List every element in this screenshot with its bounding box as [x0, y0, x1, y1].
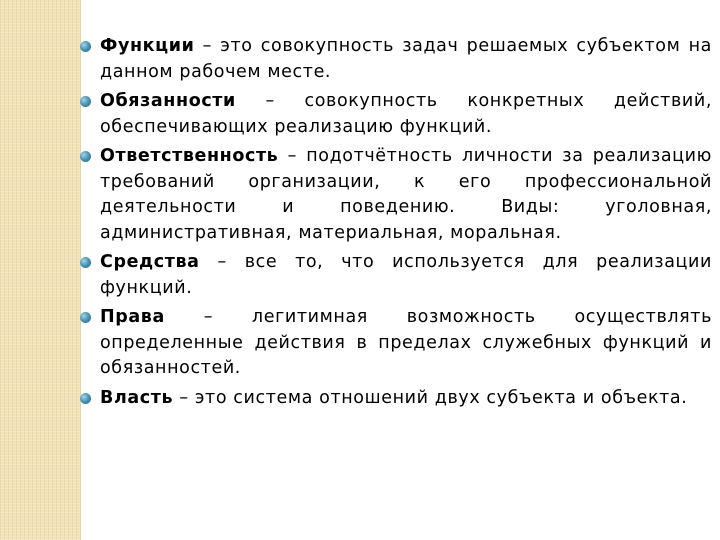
definition-text: – все то, что используется для реализации функций. [100, 252, 712, 298]
definition-item-functions [80, 34, 712, 85]
bullet-icon [80, 41, 91, 52]
term-label: Функции [100, 36, 195, 56]
definition-text: – легитимная возможность осуществлять определенные действия в пределах служебных функций и обязанностей. [100, 307, 712, 378]
bullet-icon [80, 257, 91, 268]
bullet-icon [80, 151, 91, 162]
term-label: Власть [100, 387, 174, 408]
bullet-icon [80, 96, 91, 107]
definition-item-responsibility [80, 144, 712, 246]
definition-text: – это система отношений двух субъекта и объекта. [173, 387, 688, 408]
term-label: Ответственность [100, 146, 279, 166]
definition-text: – подотчётность личности за реализацию требований организации, к его профессиональной деятельности и поведению. Виды: уголовная, административная, материальная, моральная. [100, 146, 712, 243]
definition-text: – это совокупность задач решаемых субъектом на данном рабочем месте. [100, 36, 712, 82]
definition-item-means [80, 250, 712, 301]
term-label: Средства [100, 252, 200, 272]
definition-item-duties [80, 89, 712, 140]
definition-text: – совокупность конкретных действий, обеспечивающих реализацию функций. [100, 91, 712, 137]
definition-list [80, 34, 712, 415]
definition-item-rights [80, 305, 712, 382]
term-label: Обязанности [100, 91, 236, 111]
decorative-side-strip [0, 0, 81, 540]
term-label: Права [100, 307, 165, 327]
bullet-icon [80, 312, 91, 323]
definition-item-power [80, 386, 712, 412]
bullet-icon [80, 393, 91, 404]
